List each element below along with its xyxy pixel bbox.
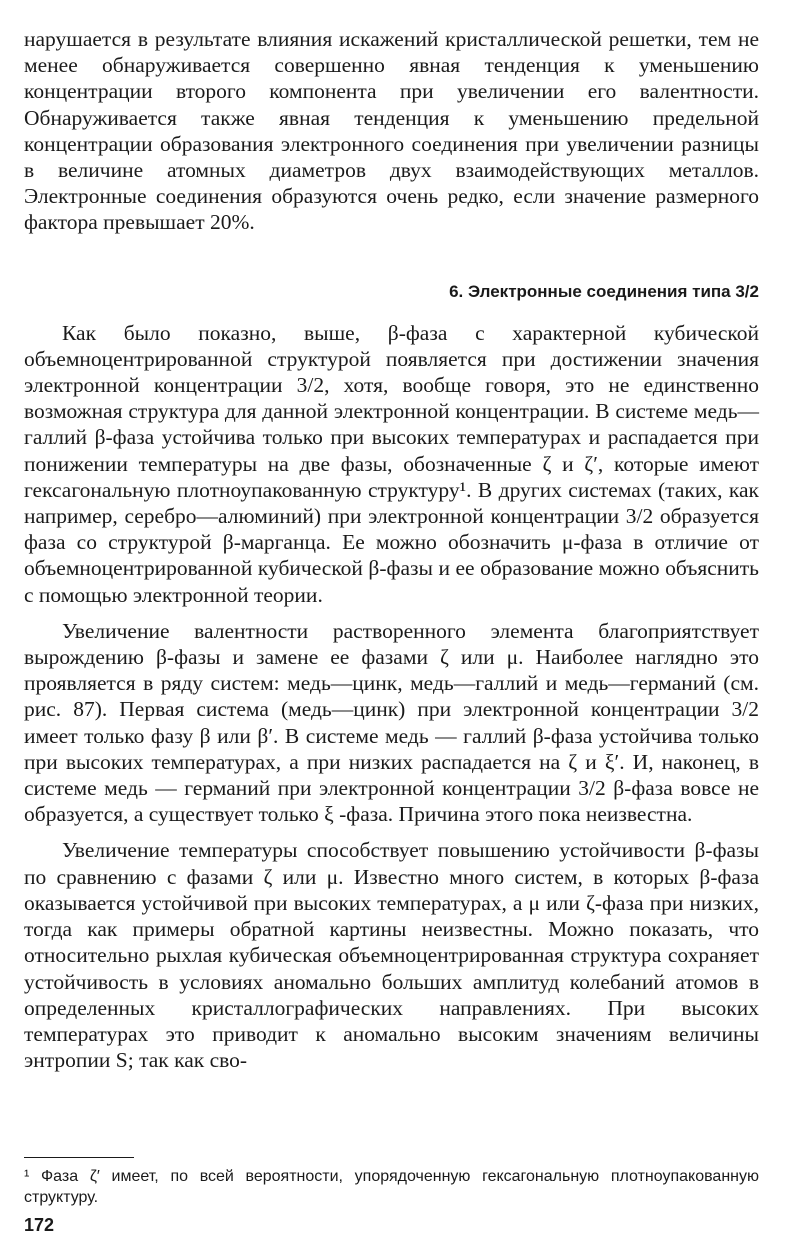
paragraph-3: Увеличение температуры способствует повышению устойчивости β-фазы по сравнению с фазами ζ или μ. Известно много систем, в которых β-фаза оказывается устойчивой при высоких температурах, а μ или ζ-фаза при низких, тогда как примеры обратной картины неизвестны. Можно показать, что относительно рыхлая кубическая объемноцентрированная структура сохраняет устойчивость в условиях аномально больших амплитуд колебаний атомов в определенных кристаллографических направлениях. При высоких температурах это приводит к аномально высоким значениям величины энтропии S; так как сво- <box>24 838 759 1073</box>
paragraph-continuation: нарушается в результате влияния искажений кристаллической решетки, тем не менее обнаруживается совершенно явная тенденция к уменьшению концентрации второго компонента при увеличении его валентности. Обнаруживается также явная тенденция к уменьшению предельной концентрации образования электронного соединения при увеличении разницы в величине атомных диаметров двух взаимодействующих металлов. Электронные соединения образуются очень редко, если значение размерного фактора превышает 20%. <box>24 27 759 235</box>
footnote-divider <box>24 1157 134 1158</box>
paragraph-1: Как было показно, выше, β-фаза с характерной кубической объемноцентрированной структурой появляется при достижении значения электронной концентрации 3/2, хотя, вообще говоря, это не единственно возможная структура для данной электронной концентрации. В системе медь—галлий β-фаза устойчива только при высоких температурах и распадается при понижении температуры на две фазы, обозначенные ζ и ζ′, которые имеют гексагональную плотноупакованную структуру¹. В других системах (таких, как например, серебро—алюминий) при электронной концентрации 3/2 образуется фаза со структурой β-марганца. Ее можно обозначить μ-фаза в отличие от объемноцентрированной кубической β-фазы и ее образование можно объяснить с помощью электронной теории. <box>24 320 759 607</box>
footnote: ¹ Фаза ζ′ имеет, по всей вероятности, упорядоченную гексагональную плотноупакованную структуру. <box>24 1168 759 1206</box>
paragraph-2: Увеличение валентности растворенного элемента благоприятствует вырождению β-фазы и замене ее фазами ζ или μ. Наиболее наглядно это проявляется в ряду систем: медь—цинк, медь—галлий и медь—германий (см. рис. 87). Первая система (медь—цинк) при электронной концентрации 3/2 имеет только фазу β или β′. В системе медь — галлий β-фаза устойчива только при высоких температурах, а при низких распадается на ζ и ξ′. И, наконец, в системе медь — германий при электронной концентрации 3/2 β-фаза вовсе не образуется, а существует только ξ -фаза. Причина этого пока неизвестна. <box>24 618 759 827</box>
page-number: 172 <box>24 1215 55 1235</box>
page-body <box>24 26 759 1073</box>
section-heading: 6. Электронные соединения типа 3/2 <box>449 281 759 301</box>
